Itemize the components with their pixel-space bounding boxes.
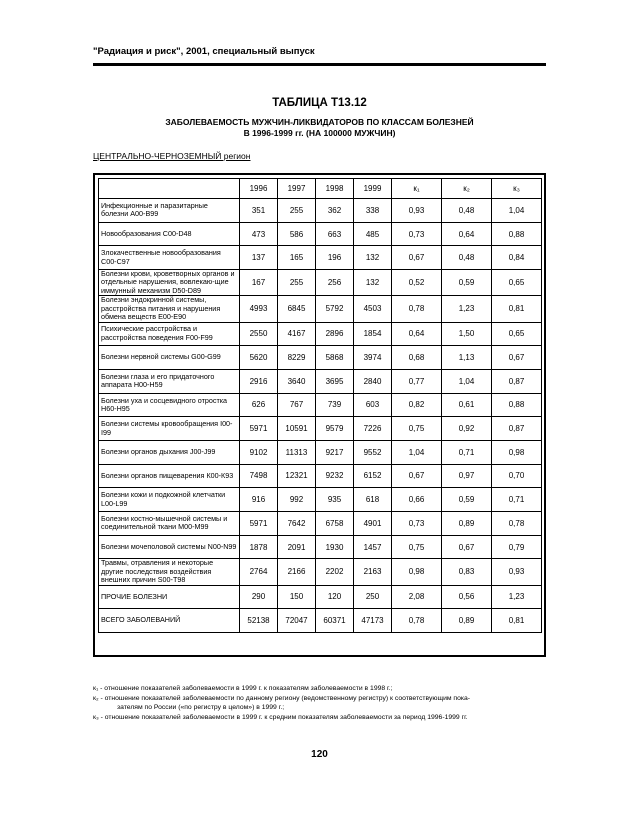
value-cell: 0,93 (392, 199, 442, 223)
value-cell: 11313 (278, 440, 316, 464)
subtitle-line-2: В 1996-1999 гг. (НА 100000 МУЖЧИН) (243, 128, 396, 138)
value-cell: 485 (354, 222, 392, 246)
value-cell: 0,52 (392, 270, 442, 296)
disease-class-cell: Новообразования С00-D48 (99, 222, 240, 246)
value-cell: 2916 (240, 369, 278, 393)
value-cell: 0,71 (492, 488, 542, 512)
value-cell: 0,81 (492, 609, 542, 633)
value-cell: 0,87 (492, 369, 542, 393)
value-cell: 2202 (316, 559, 354, 585)
value-cell: 0,97 (442, 464, 492, 488)
value-cell: 0,48 (442, 199, 492, 223)
value-cell: 1,13 (442, 346, 492, 370)
value-cell: 4503 (354, 296, 392, 322)
table-frame (93, 173, 546, 657)
value-cell: 250 (354, 585, 392, 609)
disease-class-cell: Болезни системы кровообращения I00-I99 (99, 417, 240, 441)
value-cell: 0,61 (442, 393, 492, 417)
value-cell: 4167 (278, 322, 316, 346)
value-cell: 0,68 (392, 346, 442, 370)
value-cell: 739 (316, 393, 354, 417)
value-cell: 0,64 (392, 322, 442, 346)
value-cell: 0,71 (442, 440, 492, 464)
value-cell: 0,65 (492, 270, 542, 296)
value-cell: 1,04 (442, 369, 492, 393)
value-cell: 7642 (278, 512, 316, 536)
header-cell: к₃ (492, 179, 542, 199)
disease-class-cell: Болезни мочеполовой системы N00-N99 (99, 535, 240, 559)
table-row (99, 369, 542, 393)
value-cell: 47173 (354, 609, 392, 633)
value-cell: 255 (278, 199, 316, 223)
region-label: ЦЕНТРАЛЬНО-ЧЕРНОЗЕМНЫЙ регион (93, 151, 251, 161)
value-cell: 9552 (354, 440, 392, 464)
value-cell: 0,75 (392, 417, 442, 441)
value-cell: 6152 (354, 464, 392, 488)
table-row (99, 585, 542, 609)
subtitle-line-1: ЗАБОЛЕВАЕМОСТЬ МУЖЧИН-ЛИКВИДАТОРОВ ПО КЛАССАМ БОЛЕЗНЕЙ (165, 117, 474, 127)
value-cell: 137 (240, 246, 278, 270)
value-cell: 1878 (240, 535, 278, 559)
value-cell: 0,59 (442, 488, 492, 512)
value-cell: 0,73 (392, 512, 442, 536)
disease-class-cell: Злокачественные новообразования С00-С97 (99, 246, 240, 270)
table-row (99, 464, 542, 488)
value-cell: 52138 (240, 609, 278, 633)
value-cell: 0,89 (442, 609, 492, 633)
value-cell: 3695 (316, 369, 354, 393)
table-row (99, 346, 542, 370)
value-cell: 10591 (278, 417, 316, 441)
disease-class-cell: Болезни кожи и подкожной клетчатки L00-L99 (99, 488, 240, 512)
value-cell: 0,77 (392, 369, 442, 393)
value-cell: 0,88 (492, 393, 542, 417)
value-cell: 1,23 (492, 585, 542, 609)
value-cell: 0,78 (392, 296, 442, 322)
disease-class-cell: Травмы, отравления и некоторые другие последствия воздействия внешних причин S00-Т98 (99, 559, 240, 585)
value-cell: 6758 (316, 512, 354, 536)
table-body (99, 199, 542, 633)
value-cell: 0,83 (442, 559, 492, 585)
disease-class-cell: Болезни эндокринной системы, расстройства питания и нарушения обмена веществ Е00-Е90 (99, 296, 240, 322)
value-cell: 2896 (316, 322, 354, 346)
value-cell: 167 (240, 270, 278, 296)
value-cell: 2840 (354, 369, 392, 393)
value-cell: 0,65 (492, 322, 542, 346)
value-cell: 132 (354, 270, 392, 296)
table-row (99, 270, 542, 296)
header-cell: 1999 (354, 179, 392, 199)
value-cell: 0,67 (492, 346, 542, 370)
value-cell: 0,98 (392, 559, 442, 585)
disease-class-cell: ПРОЧИЕ БОЛЕЗНИ (99, 585, 240, 609)
value-cell: 2,08 (392, 585, 442, 609)
value-cell: 603 (354, 393, 392, 417)
value-cell: 9579 (316, 417, 354, 441)
value-cell: 5971 (240, 417, 278, 441)
value-cell: 0,92 (442, 417, 492, 441)
value-cell: 0,56 (442, 585, 492, 609)
value-cell: 2764 (240, 559, 278, 585)
header-cell: к₁ (392, 179, 442, 199)
value-cell: 5868 (316, 346, 354, 370)
value-cell: 60371 (316, 609, 354, 633)
table-row (99, 535, 542, 559)
value-cell: 1,50 (442, 322, 492, 346)
value-cell: 12321 (278, 464, 316, 488)
value-cell: 4993 (240, 296, 278, 322)
value-cell: 4901 (354, 512, 392, 536)
value-cell: 618 (354, 488, 392, 512)
value-cell: 338 (354, 199, 392, 223)
disease-class-cell: Болезни крови, кроветворных органов и отдельные нарушения, вовлекаю-щие иммунный механизм D50-D89 (99, 270, 240, 296)
disease-class-cell: Болезни уха и сосцевидного отростка Н60-Н95 (99, 393, 240, 417)
value-cell: 0,75 (392, 535, 442, 559)
value-cell: 1854 (354, 322, 392, 346)
value-cell: 473 (240, 222, 278, 246)
value-cell: 0,89 (442, 512, 492, 536)
table-row (99, 417, 542, 441)
table-row (99, 609, 542, 633)
table-row (99, 322, 542, 346)
value-cell: 0,84 (492, 246, 542, 270)
table-row (99, 246, 542, 270)
footnotes (93, 684, 546, 722)
value-cell: 7498 (240, 464, 278, 488)
table-row (99, 512, 542, 536)
table-subtitle (93, 117, 546, 139)
table-row (99, 199, 542, 223)
value-cell: 6845 (278, 296, 316, 322)
disease-class-cell: ВСЕГО ЗАБОЛЕВАНИЙ (99, 609, 240, 633)
value-cell: 0,98 (492, 440, 542, 464)
value-cell: 1,04 (392, 440, 442, 464)
value-cell: 351 (240, 199, 278, 223)
page-number: 120 (311, 749, 328, 760)
value-cell: 150 (278, 585, 316, 609)
value-cell: 165 (278, 246, 316, 270)
table-title: ТАБЛИЦА Т13.12 (272, 97, 367, 109)
disease-class-cell: Болезни органов пищеварения К00-К93 (99, 464, 240, 488)
disease-class-cell: Болезни костно-мышечной системы и соединительной ткани М00-М99 (99, 512, 240, 536)
value-cell: 1457 (354, 535, 392, 559)
value-cell: 7226 (354, 417, 392, 441)
running-head: "Радиация и риск", 2001, специальный выпуск (93, 46, 315, 57)
value-cell: 290 (240, 585, 278, 609)
value-cell: 0,93 (492, 559, 542, 585)
table-row (99, 296, 542, 322)
value-cell: 0,88 (492, 222, 542, 246)
footnote-k2-continued: зателям по России («по регистру в целом») в 1999 г.; (117, 704, 285, 712)
value-cell: 0,87 (492, 417, 542, 441)
value-cell: 9217 (316, 440, 354, 464)
value-cell: 8229 (278, 346, 316, 370)
value-cell: 255 (278, 270, 316, 296)
table-row (99, 488, 542, 512)
header-cell: к₂ (442, 179, 492, 199)
value-cell: 0,81 (492, 296, 542, 322)
value-cell: 0,67 (392, 246, 442, 270)
header-cell: 1996 (240, 179, 278, 199)
value-cell: 9232 (316, 464, 354, 488)
value-cell: 3640 (278, 369, 316, 393)
value-cell: 0,70 (492, 464, 542, 488)
value-cell: 0,79 (492, 535, 542, 559)
table-row (99, 222, 542, 246)
value-cell: 0,82 (392, 393, 442, 417)
value-cell: 0,48 (442, 246, 492, 270)
header-cell: 1997 (278, 179, 316, 199)
disease-class-cell: Психические расстройства и расстройства поведения F00-F99 (99, 322, 240, 346)
table-row (99, 440, 542, 464)
value-cell: 72047 (278, 609, 316, 633)
footnote-k2: к₂ - отношение показателей заболеваемости по данному региону (ведомственному регистру) к соответствующим пока- (93, 694, 471, 702)
value-cell: 1930 (316, 535, 354, 559)
value-cell: 626 (240, 393, 278, 417)
value-cell: 0,78 (492, 512, 542, 536)
value-cell: 120 (316, 585, 354, 609)
value-cell: 256 (316, 270, 354, 296)
value-cell: 2166 (278, 559, 316, 585)
header-cell: 1998 (316, 179, 354, 199)
value-cell: 663 (316, 222, 354, 246)
disease-class-cell: Болезни органов дыхания J00-J99 (99, 440, 240, 464)
header-cell (99, 179, 240, 199)
disease-class-cell: Болезни глаза и его придаточного аппарата Н00-Н59 (99, 369, 240, 393)
value-cell: 0,67 (442, 535, 492, 559)
value-cell: 132 (354, 246, 392, 270)
value-cell: 935 (316, 488, 354, 512)
table-row (99, 559, 542, 585)
value-cell: 196 (316, 246, 354, 270)
value-cell: 5792 (316, 296, 354, 322)
value-cell: 916 (240, 488, 278, 512)
value-cell: 0,64 (442, 222, 492, 246)
value-cell: 5620 (240, 346, 278, 370)
value-cell: 1,23 (442, 296, 492, 322)
value-cell: 9102 (240, 440, 278, 464)
disease-class-cell: Болезни нервной системы G00-G99 (99, 346, 240, 370)
value-cell: 0,78 (392, 609, 442, 633)
header-row (99, 179, 542, 199)
value-cell: 2091 (278, 535, 316, 559)
footnote-k1: к₁ - отношение показателей заболеваемости в 1999 г. к показателям заболеваемости в 1998 г.; (93, 685, 393, 692)
disease-class-cell: Инфекционные и паразитарные болезни А00-В99 (99, 199, 240, 223)
value-cell: 362 (316, 199, 354, 223)
table-row (99, 393, 542, 417)
value-cell: 3974 (354, 346, 392, 370)
morbidity-table (98, 178, 542, 633)
header-rule (93, 63, 546, 66)
value-cell: 5971 (240, 512, 278, 536)
value-cell: 0,73 (392, 222, 442, 246)
value-cell: 992 (278, 488, 316, 512)
value-cell: 2163 (354, 559, 392, 585)
value-cell: 0,66 (392, 488, 442, 512)
value-cell: 1,04 (492, 199, 542, 223)
value-cell: 0,59 (442, 270, 492, 296)
value-cell: 0,67 (392, 464, 442, 488)
value-cell: 586 (278, 222, 316, 246)
value-cell: 2550 (240, 322, 278, 346)
footnote-k3: к₃ - отношение показателей заболеваемости в 1999 г. к средним показателям заболеваемости за период 1996-1999 гг. (93, 713, 468, 721)
value-cell: 767 (278, 393, 316, 417)
